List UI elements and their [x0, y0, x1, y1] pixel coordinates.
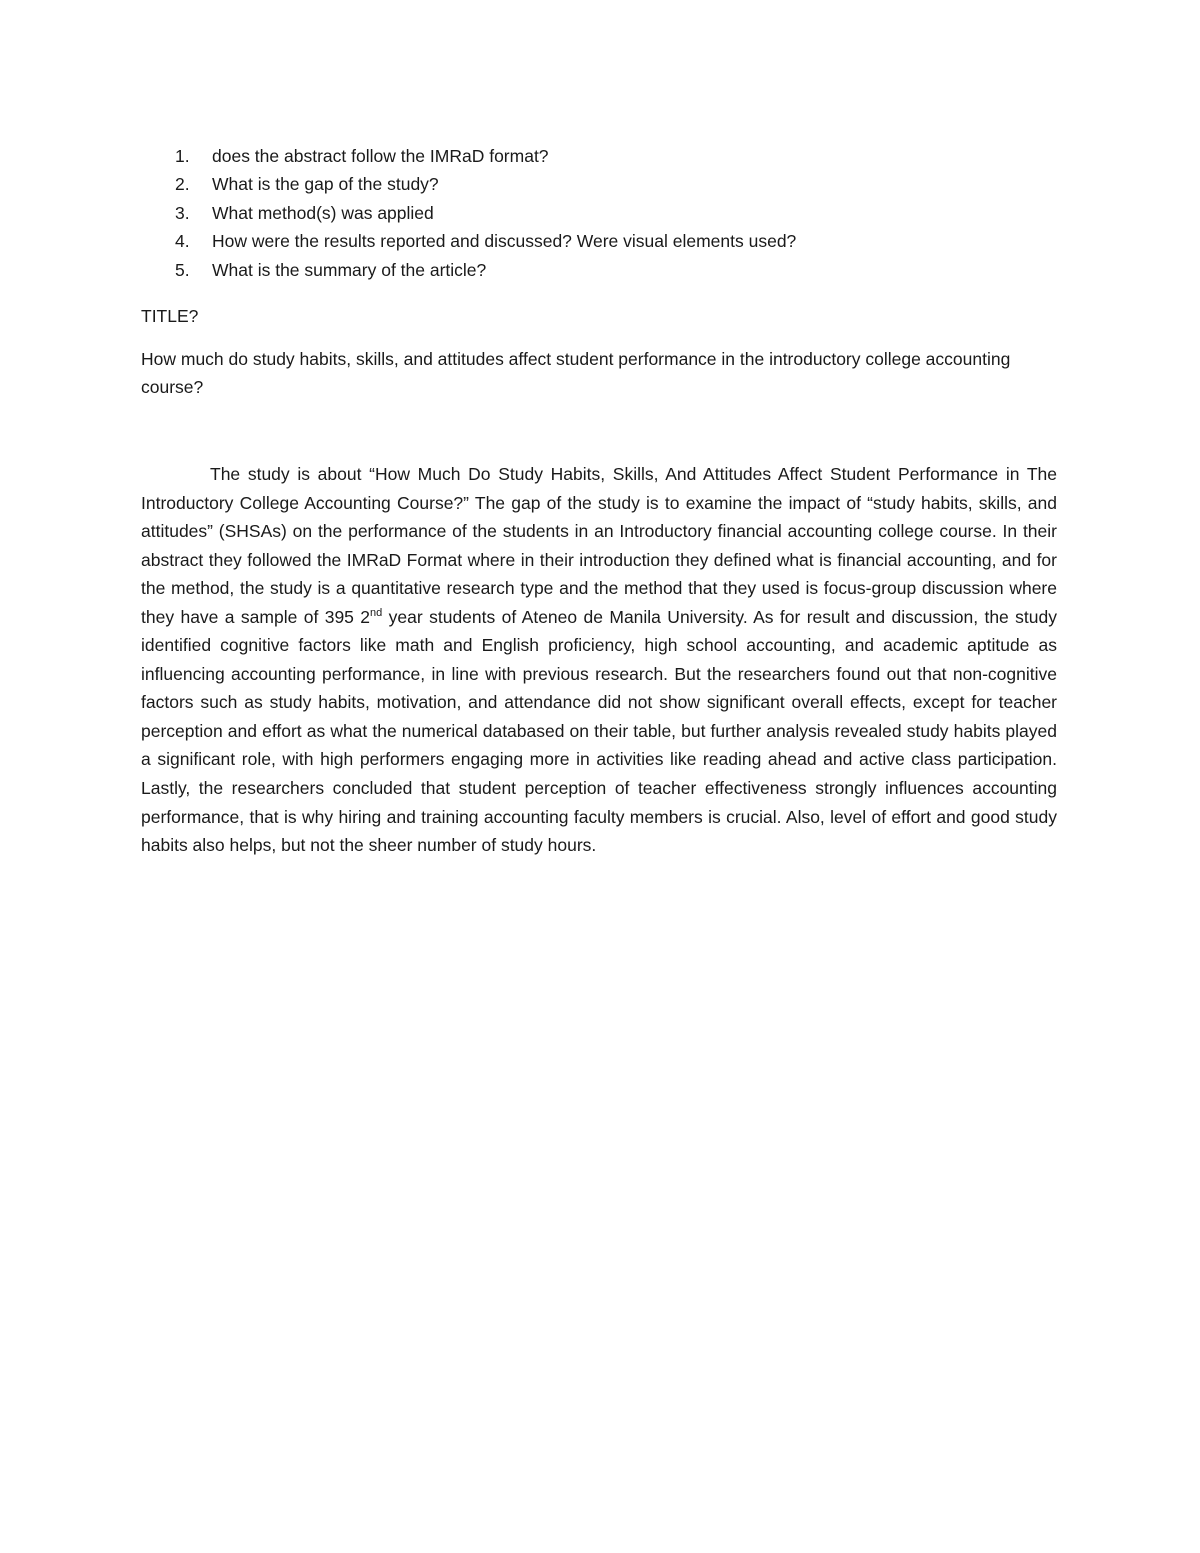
question-list	[0, 142, 796, 284]
summary-paragraph	[141, 460, 1057, 860]
summary-text-part-2: year students of Ateneo de Manila University. As for result and discussion, the study identified cognitive factors like math and English proficiency, high school accounting, and academic aptitude as influencing accounting performance, in line with previous research. But the researchers found out that non-cognitive factors such as study habits, motivation, and attendance did not show significant overall effects, except for teacher perception and effort as what the numerical databased on their table, but further analysis revealed study habits played a significant role, with high performers engaging more in activities like reading ahead and active class participation. Lastly, the researchers concluded that student perception of teacher effectiveness strongly influences accounting performance, that is why hiring and training accounting faculty members is crucial. Also, level of effort and good study habits also helps, but not the sheer number of study hours.	[141, 606, 1057, 856]
question-item	[0, 142, 796, 170]
question-text: What method(s) was applied	[212, 202, 434, 223]
question-number: 5.	[175, 259, 190, 280]
question-text: What is the gap of the study?	[212, 174, 439, 195]
ordinal-superscript: nd	[370, 606, 383, 619]
question-number: 3.	[175, 202, 190, 223]
question-text: What is the summary of the article?	[212, 259, 487, 280]
question-text: does the abstract follow the IMRaD format?	[212, 146, 549, 166]
question-number: 1.	[175, 146, 190, 166]
title-label: TITLE?	[141, 306, 199, 326]
question-number: 2.	[175, 174, 190, 195]
question-item	[0, 199, 796, 227]
study-title: How much do study habits, skills, and attitudes affect student performance in the introductory college accounting course?	[141, 349, 1011, 398]
question-item	[0, 256, 796, 284]
question-item	[0, 170, 796, 198]
question-text: How were the results reported and discussed? Were visual elements used?	[212, 231, 797, 252]
question-item	[0, 227, 796, 255]
summary-text-part-1: The study is about “How Much Do Study Habits, Skills, And Attitudes Affect Student Performance in The Introductory College Accounting Course?” The gap of the study is to examine the impact of “study habits, skills, and attitudes” (SHSAs) on the performance of the students in an Introductory financial accounting college course. In their abstract they followed the IMRaD Format where in their introduction they defined what is financial accounting, and for the method, the study is a quantitative research type and the method that they used is focus-group discussion where they have a sample of 395 2	[141, 464, 1057, 627]
question-number: 4.	[175, 231, 190, 252]
